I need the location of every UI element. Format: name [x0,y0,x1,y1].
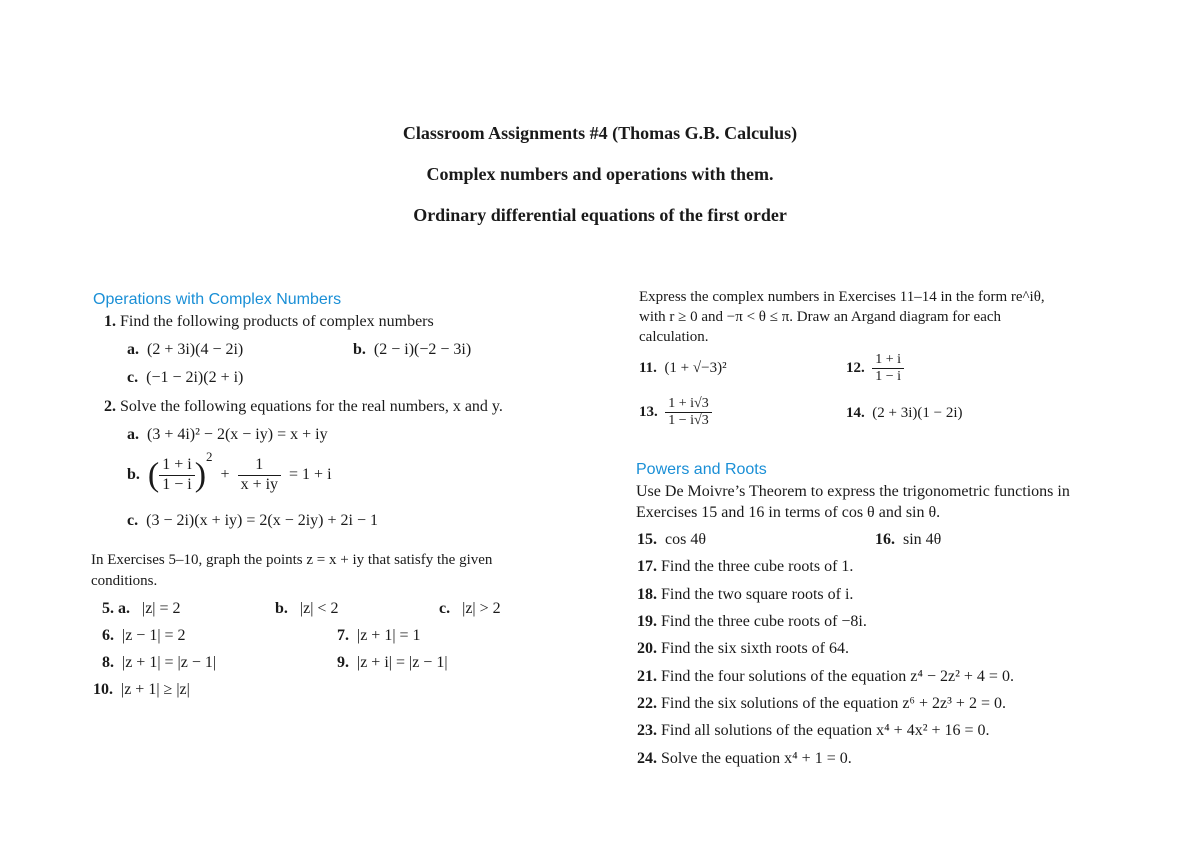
page-subtitle: Complex numbers and operations with them. [426,164,774,184]
exercise-23: 23. Find all solutions of the equation x⁴ + 4x² + 16 = 0. [637,722,990,739]
page-title: Classroom Assignments #4 (Thomas G.B. Calculus) [402,123,798,143]
exercise-1: 1. Find the following products of complex numbers [104,313,434,330]
exercise-12: 12. $\frac{1 + i}{1 - i}$ [846,352,904,385]
exercise-5b: b. |z| < 2 [275,600,339,617]
exercises-11-14-intro-2: with r ≥ 0 and −π < θ ≤ π. Draw an Argand diagram for each [639,309,1002,325]
exercise-18: 18. Find the two square roots of i. [637,586,854,603]
exercise-17: 17. Find the three cube roots of 1. [637,558,854,575]
exercise-15: 15. cos 4θ [637,531,706,548]
exercises-11-14-intro-3: calculation. [639,329,709,345]
exercise-16: 16. sin 4θ [875,531,942,548]
section-title-powers-roots: Powers and Roots [636,461,767,478]
exercise-10: 10. |z + 1| ≥ |z| [93,681,190,698]
exercise-2b: b. ( $\frac{1 + i}{1 - i}$ )$^2$ + $\frac{1}{x + iy}$ = 1 + i [127,449,332,494]
exercise-20: 20. Find the six sixth roots of 64. [637,640,850,657]
exercise-24: 24. Solve the equation x⁴ + 1 = 0. [637,750,852,767]
exercise-1a: a. (2 + 3i)(4 − 2i) [127,341,244,358]
exercise-5a: 5. a. |z| = 2 [102,600,181,617]
exercise-21: 21. Find the four solutions of the equation z⁴ − 2z² + 4 = 0. [637,668,1014,685]
exercise-22: 22. Find the six solutions of the equation z⁶ + 2z³ + 2 = 0. [637,695,1006,712]
exercises-5-10-intro-2: conditions. [91,573,158,589]
roots-intro: Use De Moivre’s Theorem to express the trigonometric functions in [636,483,1070,500]
page-subtitle-2: Ordinary differential equations of the first order [413,205,787,225]
exercise-2: 2. Solve the following equations for the real numbers, x and y. [104,398,503,415]
exercise-5c: c. |z| > 2 [439,600,501,617]
exercise-6: 6. |z − 1| = 2 [102,627,186,644]
exercises-5-10-intro: In Exercises 5–10, graph the points z = x + iy that satisfy the given [91,552,493,568]
exercise-1c: c. (−1 − 2i)(2 + i) [127,369,244,386]
exercise-2a: a. (3 + 4i)² − 2(x − iy) = x + iy [127,426,328,443]
exercise-19: 19. Find the three cube roots of −8i. [637,613,867,630]
roots-intro-2: Exercises 15 and 16 in terms of cos θ and sin θ. [636,504,941,521]
exercise-9: 9. |z + i| = |z − 1| [337,654,448,671]
exercise-11: 11. (1 + √−3)² [639,360,727,376]
section-title-operations: Operations with Complex Numbers [93,291,342,308]
exercise-2c: c. (3 − 2i)(x + iy) = 2(x − 2iy) + 2i − 1 [127,512,378,529]
exercise-13: 13. $\frac{1 + i√3}{1 - i√3}$ [639,396,712,429]
exercises-11-14-intro: Express the complex numbers in Exercises 11–14 in the form re^iθ, [639,289,1045,305]
exercise-8: 8. |z + 1| = |z − 1| [102,654,217,671]
exercise-14: 14. (2 + 3i)(1 − 2i) [846,405,963,421]
exercise-1b: b. (2 − i)(−2 − 3i) [353,341,472,358]
exercise-7: 7. |z + 1| = 1 [337,627,421,644]
